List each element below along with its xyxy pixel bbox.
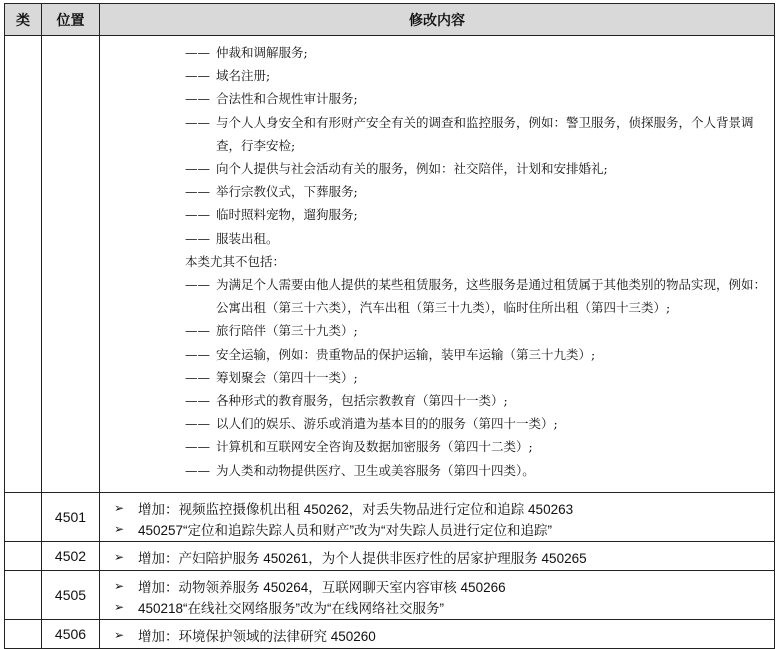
dash-marker: ——	[185, 161, 210, 177]
cell-empty	[5, 620, 42, 649]
change-item	[100, 497, 774, 518]
position-code: 4506	[42, 620, 100, 649]
change-item	[100, 624, 774, 645]
dash-marker: ——	[185, 91, 210, 107]
change-item	[100, 575, 774, 596]
list-item-text: 旅行陪伴（第三十九类）;	[216, 323, 358, 339]
list-item-text: 合法性和合规性审计服务;	[216, 91, 358, 107]
arrow-bullet-icon: ➢	[113, 627, 125, 642]
change-list	[100, 493, 775, 542]
cell-empty	[5, 542, 42, 571]
dash-marker: ——	[185, 369, 210, 385]
dash-marker: ——	[185, 68, 210, 84]
arrow-bullet-icon: ➢	[113, 578, 125, 593]
revision-table	[4, 3, 775, 649]
list-item-text: 以人们的娱乐、游乐或消遣为基本目的的服务（第四十一类）;	[216, 416, 558, 432]
list-item	[185, 389, 766, 412]
change-text: 增加：环境保护领域的法律研究 450260	[138, 628, 376, 644]
change-text: 增加：产妇陪护服务 450261，为个人提供非医疗性的居家护理服务 450265	[138, 550, 587, 566]
list-item-text: 筹划聚会（第四十一类）;	[216, 369, 358, 385]
change-item	[100, 546, 774, 567]
dash-marker: ——	[185, 416, 210, 432]
position-code: 4501	[42, 493, 100, 542]
intro-list	[185, 41, 766, 250]
list-item	[185, 41, 766, 64]
arrow-bullet-icon: ➢	[113, 599, 125, 614]
cell-empty	[42, 36, 100, 493]
cell-empty	[5, 36, 42, 493]
dash-marker: ——	[185, 323, 210, 339]
dash-marker: ——	[185, 439, 210, 455]
change-text: 450257“定位和追踪失踪人员和财产”改为“对失踪人员进行定位和追踪”	[138, 522, 553, 538]
list-item	[185, 412, 766, 435]
list-item-text: 安全运输，例如：贵重物品的保护运输，装甲车运输（第三十九类）;	[216, 346, 596, 362]
dash-marker: ——	[185, 207, 210, 223]
dash-marker: ——	[185, 184, 210, 200]
dash-marker: ——	[185, 277, 210, 293]
change-item	[100, 596, 774, 617]
table-row	[5, 571, 775, 620]
exclude-list	[185, 273, 766, 482]
position-code: 4505	[42, 571, 100, 620]
change-text: 增加：视频监控摄像机出租 450262，对丢失物品进行定位和追踪 450263	[138, 501, 574, 517]
list-item	[185, 180, 766, 203]
list-item	[185, 157, 766, 180]
list-item-text: 为人类和动物提供医疗、卫生或美容服务（第四十四类）。	[216, 462, 535, 478]
list-item	[185, 111, 766, 157]
list-item-text: 各种形式的教育服务，包括宗教教育（第四十一类）;	[216, 393, 508, 409]
header-position: 位置	[42, 4, 100, 36]
position-code: 4502	[42, 542, 100, 571]
list-item	[185, 87, 766, 110]
arrow-bullet-icon: ➢	[113, 500, 125, 515]
table-row-description	[5, 36, 775, 493]
list-item-text: 与个人人身安全和有形财产安全有关的调查和监控服务，例如：警卫服务，侦探服务，个人背景调查，行李安检;	[216, 114, 754, 153]
dash-marker: ——	[185, 230, 210, 246]
list-item-text: 临时照料宠物，遛狗服务;	[216, 207, 358, 223]
dash-marker: ——	[185, 45, 210, 60]
excludes-heading: 本类尤其不包括：	[185, 253, 286, 269]
header-content: 修改内容	[100, 4, 775, 36]
dash-marker: ——	[185, 393, 210, 409]
list-item	[185, 203, 766, 226]
list-item	[185, 343, 766, 366]
cell-empty	[5, 493, 42, 542]
change-item	[100, 518, 774, 539]
dash-marker: ——	[185, 462, 210, 478]
cell-empty	[5, 571, 42, 620]
list-item	[185, 319, 766, 342]
list-item	[185, 227, 766, 250]
header-class: 类	[5, 4, 42, 36]
list-item-text: 举行宗教仪式，下葬服务;	[216, 184, 358, 200]
table-row	[5, 620, 775, 649]
list-item-text: 仲裁和调解服务;	[216, 45, 308, 60]
change-text: 450218“在线社交网络服务”改为“在线网络社交服务”	[138, 600, 445, 616]
change-list	[100, 542, 775, 571]
arrow-bullet-icon: ➢	[113, 521, 125, 536]
arrow-bullet-icon: ➢	[113, 549, 125, 564]
list-item-text: 服装出租。	[216, 230, 279, 246]
list-item	[185, 366, 766, 389]
list-item	[185, 273, 766, 319]
dash-marker: ——	[185, 114, 210, 130]
table-row	[5, 493, 775, 542]
list-item	[185, 64, 766, 87]
list-item-text: 域名注册;	[216, 68, 271, 84]
list-item	[185, 459, 766, 482]
table-row	[5, 542, 775, 571]
dash-marker: ——	[185, 346, 210, 362]
change-list	[100, 620, 775, 649]
change-list	[100, 571, 775, 620]
class-description	[100, 36, 775, 493]
list-item	[185, 435, 766, 458]
list-item-text: 向个人提供与社会活动有关的服务，例如：社交陪伴，计划和安排婚礼;	[216, 161, 608, 177]
change-text: 增加：动物领养服务 450264，互联网聊天室内容审核 450266	[138, 579, 506, 595]
table-header-row	[5, 4, 775, 36]
list-item-text: 计算机和互联网安全咨询及数据加密服务（第四十二类）;	[216, 439, 533, 455]
list-item-text: 为满足个人需要由他人提供的某些租赁服务，这些服务是通过租赁属于其他类别的物品实现，例如：公寓出租（第三十六类），汽车出租（第三十九类），临时住所出租（第四十三类）;	[216, 277, 767, 316]
